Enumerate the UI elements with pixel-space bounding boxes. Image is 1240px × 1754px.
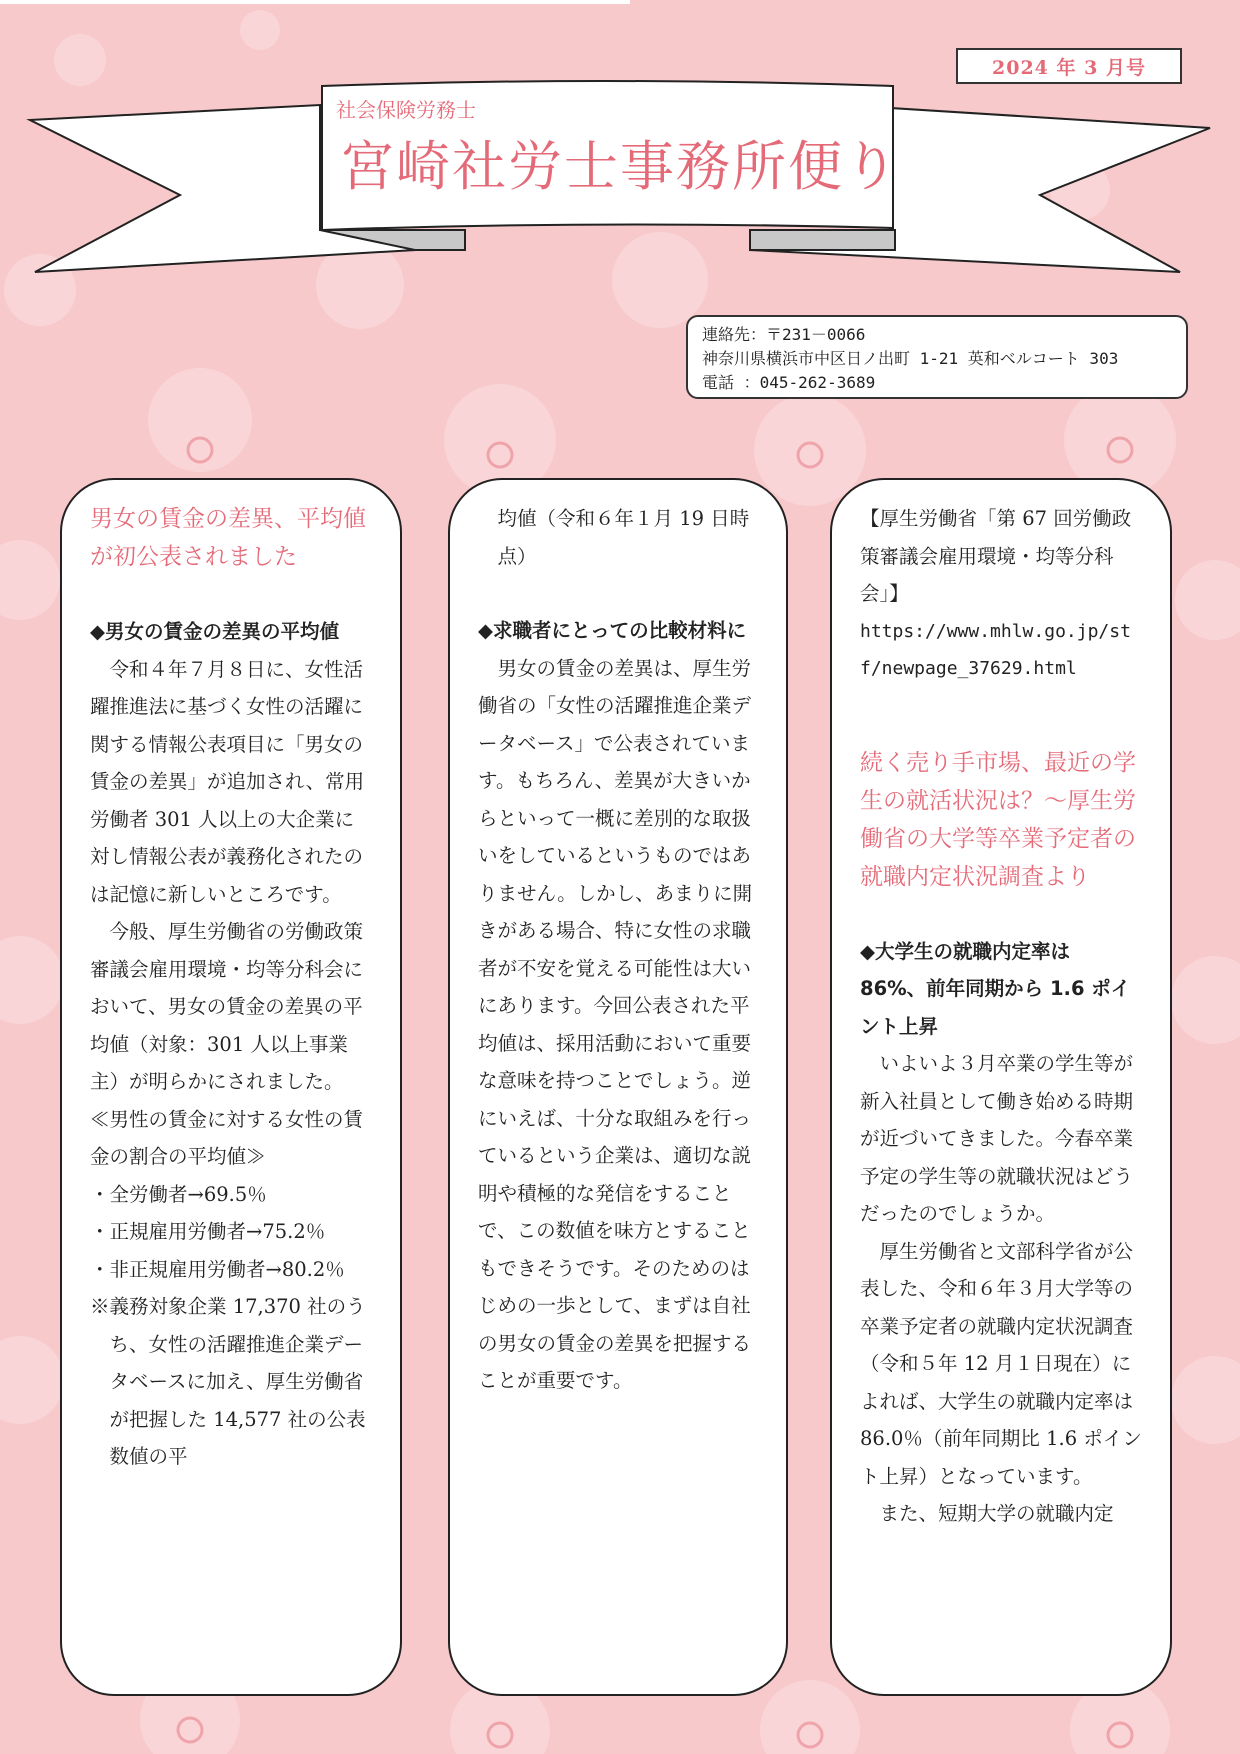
contact-phone: 電話 ：045-262-3689	[702, 373, 876, 392]
banner-subtitle: 社会保険労務士	[336, 98, 476, 122]
paragraph: 令和４年７月８日に、女性活躍推進法に基づく女性の活躍に関する情報公表項目に「男女の賃金の差異」が追加され、常用労働者 301 人以上の大企業に対し情報公表が義務化されたのは記憶に新しいところです。	[90, 657, 365, 906]
section-heading: ◆求職者にとっての比較材料に	[478, 619, 747, 642]
paragraph: また、短期大学の就職内定	[879, 1502, 1114, 1525]
contact-box	[686, 315, 1188, 399]
ratio-title: ≪男性の賃金に対する女性の賃金の割合の平均値≫	[90, 1107, 364, 1168]
ratio-item: ・正規雇用労働者→75.2％	[90, 1220, 326, 1243]
newsletter-title: 宮崎社労士事務所便り	[340, 135, 900, 198]
source-link[interactable]: https://www.mhlw.go.jp/stf/newpage_37629.html	[860, 620, 1131, 679]
source-citation: 【厚生労働省「第 67 回労働政策審議会雇用環境・均等分科会」】	[860, 507, 1132, 605]
section-heading: ◆男女の賃金の差異の平均値	[90, 620, 339, 643]
contact-address: 神奈川県横浜市中区日ノ出町 1-21 英和ベルコート 303	[702, 349, 1119, 368]
article-heading: 男女の賃金の差異、平均値が初公表されました	[90, 506, 366, 570]
ratio-item: ・全労働者→69.5％	[90, 1182, 267, 1206]
paragraph: 今般、厚生労働省の労働政策審議会雇用環境・均等分科会において、男女の賃金の差異の平均値（対象：301 人以上事業主）が明らかにされました。	[90, 920, 364, 1093]
note: ※義務対象企業 17,370 社のうち、女性の活躍推進企業データベースに加え、厚生労働省が把握した 14,577 社の公表数値の平	[90, 1295, 366, 1468]
issue-date: 2024 年 3 月号	[956, 48, 1182, 84]
paragraph: 男女の賃金の差異は、厚生労働省の「女性の活躍推進企業データベース」で公表されています。もちろん、差異が大きいからといって一概に差別的な取扱いをしているというものではありません。しかし、あまりに開きがある場合、特に女性の求職者が不安を覚える可能性は大いにあります。今回公表された平均値は、採用活動において重要な意味を持つことでしょう。逆にいえば、十分な取組みを行っているという企業は、適切な説明や積極的な発信をすることで、この数値を味方とすることもできそうです。そのためのはじめの一歩として、まずは自社の男女の賃金の差異を把握することが重要です。	[478, 656, 753, 1392]
paragraph-continued: 均値（令和６年１月 19 日時点）	[497, 507, 750, 568]
section-heading: ◆大学生の就職内定率は 86%、前年同期から 1.6 ポイント上昇	[860, 939, 1131, 1038]
paragraph: 厚生労働省と文部科学省が公表した、令和６年３月大学等の卒業予定者の就職内定状況調査（令和５年 12 月１日現在）によれば、大学生の就職内定率は 86.0％（前年同期比 1.6 ポイント上昇）となっています。	[860, 1239, 1142, 1488]
article-column-1	[60, 478, 402, 1696]
article-heading: 続く売り手市場、最近の学生の就活状況は？～厚生労働省の大学等卒業予定者の就職内定状況調査より	[860, 749, 1136, 890]
paragraph: いよいよ３月卒業の学生等が新入社員として働き始める時期が近づいてきました。今春卒業予定の学生等の就職状況はどうだったのでしょうか。	[860, 1052, 1134, 1225]
ratio-item: ・非正規雇用労働者→80.2％	[90, 1257, 345, 1281]
article-column-3	[830, 478, 1172, 1696]
contact-postal: 連絡先：〒231－0066	[702, 325, 866, 344]
article-column-2	[448, 478, 788, 1696]
